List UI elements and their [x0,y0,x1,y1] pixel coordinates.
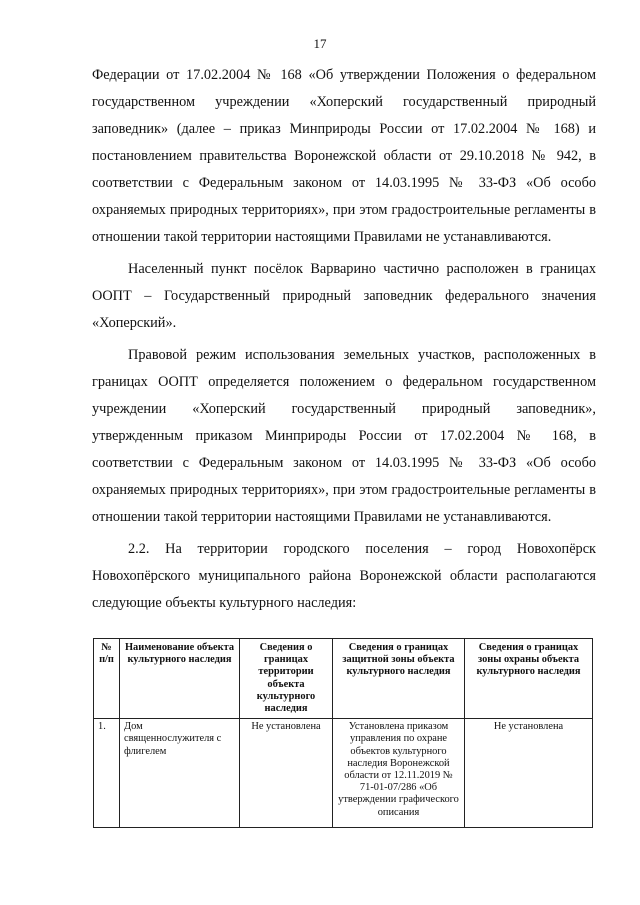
page-number: 17 [313,36,327,51]
header-number: № п/п [94,639,120,719]
paragraph-legal-regime: Правовой режим использования земельных участков, расположенных в границах ООПТ определяется положением о федеральном государственном учреждении «Хоперский государственный природный заповедник», утвержденным приказом Минприроды России от 17.02.2004 № 168, в соответствии с Федеральным законом от 14.03.1995 № 33-ФЗ «Об особо охраняемых природных территориях», при этом градостроительные регламенты в отношении такой территории настоящими Правилами не устанавливаются. [92,347,596,525]
cell-number: 1. [94,719,120,828]
paragraph-section-2-2: 2.2. На территории городского поселения – город Новохопёрск Новохопёрского муниципального района Воронежской области располагаются следующие объекты культурного наследия: [92,541,596,611]
table-header-row [94,639,593,719]
cell-territory: Не установлена [240,719,333,828]
heritage-objects-table [93,638,593,828]
header-object-name: Наименование объекта культурного наследия [120,639,240,719]
cell-security-zone: Не установлена [465,719,593,828]
header-security-zone: Сведения о границах зоны охраны объекта культурного наследия [465,639,593,719]
cell-protection-zone: Установлена приказом управления по охране объектов культурного наследия Воронежской области от 12.11.2019 № 71-01-07/286 «Об утверждении графического описания [333,719,465,828]
cell-object-name: Дом священнослужителя с флигелем [120,719,240,828]
body-text [92,62,596,617]
table-row [94,719,593,828]
header-protection-zone: Сведения о границах защитной зоны объекта культурного наследия [333,639,465,719]
header-territory-bounds: Сведения о границах территории объекта культурного наследия [240,639,333,719]
paragraph-continuation: Федерации от 17.02.2004 № 168 «Об утверждении Положения о федеральном государственном учреждении «Хоперский государственный природный заповедник» (далее – приказ Минприроды России от 17.02.2004 № 168) и постановлением правительства Воронежской области от 29.10.2018 № 942, в соответствии с Федеральным законом от 14.03.1995 № 33-ФЗ «Об особо охраняемых природных территориях», при этом градостроительные регламенты в отношении такой территории настоящими Правилами не устанавливаются. [92,67,596,245]
paragraph-varvarino: Населенный пункт посёлок Варварино частично расположен в границах ООПТ – Государственный природный заповедник федерального значения «Хоперский». [92,261,596,331]
